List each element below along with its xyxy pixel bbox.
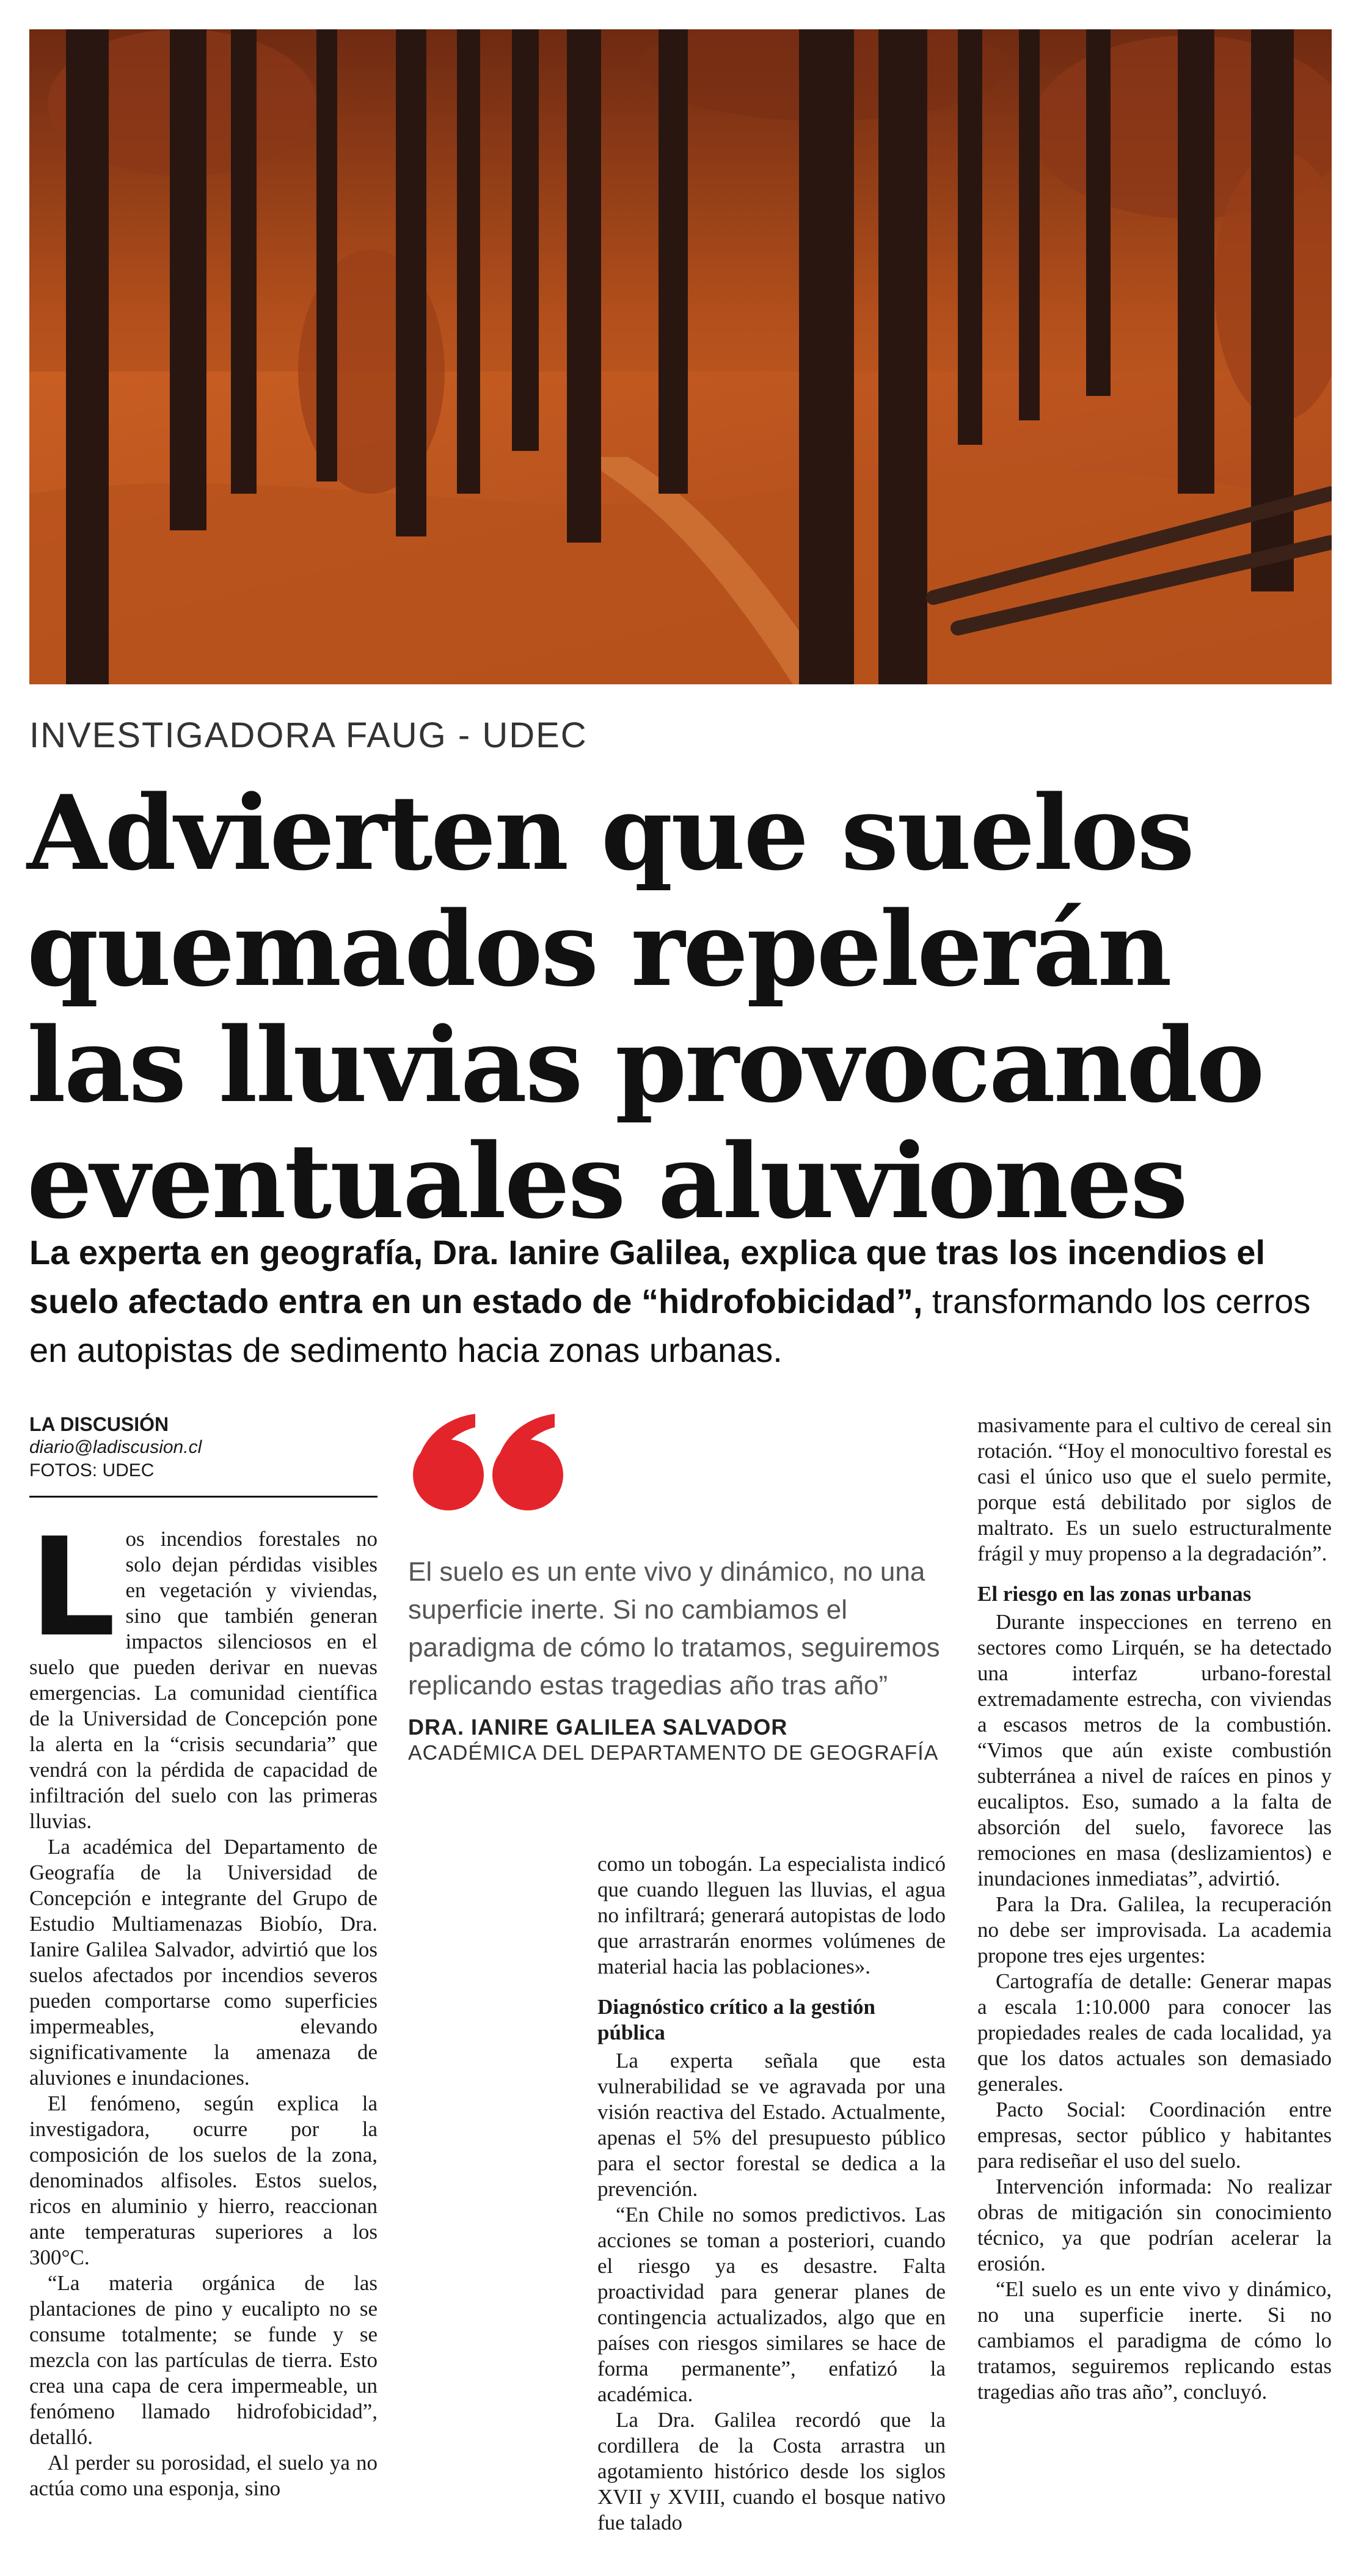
body-column-2: [597, 1851, 946, 2536]
byline-outlet: LA DISCUSIÓN: [29, 1413, 169, 1435]
body-paragraph-7: La experta señala que esta vulnerabilidad se ve agravada por una visión reactiva del Estado. Actualmente, apenas el 5% del presupuesto público para el sector forestal se dedica a la prevención.: [597, 2049, 946, 2201]
subhead-riesgo-urbano: El riesgo en las zonas urbanas: [977, 1582, 1252, 1606]
body-paragraph-16: “El suelo es un ente vivo y dinámico, no una superficie inerte. Si no cambiamos el paradigma de cómo lo tratamos, seguiremos replicando estas tragedias año tras año”, concluyó.: [977, 2277, 1332, 2404]
body-paragraph-8: “En Chile no somos predictivos. Las acciones se toman a posteriori, cuando el riesgo ya es desastre. Falta proactividad para generar planes de contingencia actualizados, algo que en países con riesgos similares se hace de forma permanente”, enfatizó la académica.: [597, 2203, 946, 2406]
body-paragraph-12: Para la Dra. Galilea, la recuperación no debe ser improvisada. La academia propone tres ejes urgentes:: [977, 1892, 1332, 1967]
headline-line-4: eventuales aluviones: [27, 1121, 1186, 1242]
body-paragraph-9: La Dra. Galilea recordó que la cordillera de la Costa arrastra un agotamiento histórico desde los siglos XVII y XVIII, cuando el bosque nativo fue talado: [597, 2408, 946, 2534]
body-paragraph-1: [29, 1509, 378, 1834]
pull-quote-text: El suelo es un ente vivo y dinámico, no una superficie inerte. Si no cambiamos el paradigma de cómo lo tratamos, seguiremos replicando estas tragedias año tras año”: [408, 1557, 940, 1700]
body-column-3: [977, 1413, 1332, 2405]
section-kicker: INVESTIGADORA FAUG - UDEC: [29, 715, 588, 755]
quote-mark-right: [492, 1414, 563, 1510]
byline-photos: FOTOS: UDEC: [29, 1460, 155, 1480]
pull-quote-name: DRA. IANIRE GALILEA SALVADOR: [408, 1714, 788, 1740]
headline-line-3: las lluvias provocando: [27, 1004, 1263, 1125]
body-paragraph-11: Durante inspecciones en terreno en sectores como Lirquén, se ha detectado una interfaz urbano-forestal extremadamente estrecha, con viviendas a escasos metros de la combustión. “Vimos que aún existe combustión subterránea a nivel de raíces en pinos y eucaliptos. Eso, sumado a la falta de absorción del suelo, favorece las remociones en masa (deslizamientos) e inundaciones inmediatas”, advirtió.: [977, 1610, 1332, 1890]
body-paragraph-14: Pacto Social: Coordinación entre empresas, sector público y habitantes para rediseñar el uso del suelo.: [977, 2098, 1332, 2173]
byline-email[interactable]: diario@ladiscusion.cl: [29, 1437, 202, 1457]
body-paragraph-2: La académica del Departamento de Geografía de la Universidad de Concepción e integrante del Grupo de Estudio Multiamenazas Biobío, Dra. Ianire Galilea Salvador, advirtió que los suelos afectados por incendios severos pueden comportarse como superficies impermeables, elevando significativamente la amenaza de aluviones e inundaciones.: [29, 1835, 378, 2090]
body-paragraph-15: Intervención informada: No realizar obras de mitigación sin conocimiento técnico, ya que podrían acelerar la erosión.: [977, 2175, 1332, 2275]
body-column-1: [29, 1509, 378, 2501]
quote-mark-left: [413, 1414, 484, 1510]
body-paragraph-1-text: os incendios forestales no solo dejan pérdidas visibles en vegetación y viviendas, sino que también generan impactos silenciosos en el suelo que pueden derivar en nuevas emergencias. La comunidad científica de la Universidad de Concepción pone la alerta en la “crisis secundaria” que vendrá con la pérdida de capacidad de infiltración del suelo con las primeras lluvias.: [29, 1527, 378, 1833]
pull-quote-role: ACADÉMICA DEL DEPARTAMENTO DE GEOGRAFÍA: [408, 1741, 939, 1765]
body-paragraph-3: El fenómeno, según explica la investigadora, ocurre por la composición de los suelos de la zona, denominados alfisoles. Estos suelos, ricos en aluminio y hierro, reaccionan ante temperaturas superiores a los 300°C.: [29, 2091, 378, 2269]
quote-marks-icon: [408, 1409, 567, 1513]
subheadline-regular: transformando los cerros en autopistas de sedimento hacia zonas urbanas.: [29, 1282, 1311, 1369]
subheadline: [29, 1228, 1324, 1375]
headline: [27, 772, 1340, 1242]
forest-illustration: [29, 29, 1332, 684]
body-paragraph-6: como un tobogán. La especialista indicó que cuando lleguen las lluvias, el agua no infiltrará; generará autopistas de lodo que arrastrarán enormes volúmenes de material hacia las poblaciones».: [597, 1852, 946, 1978]
body-paragraph-13: Cartografía de detalle: Generar mapas a escala 1:10.000 para conocer las propiedades reales de cada localidad, ya que los datos actuales son demasiado generales.: [977, 1969, 1332, 2096]
byline: [29, 1413, 378, 1498]
body-paragraph-4: “La materia orgánica de las plantaciones de pino y eucalipto no se consume totalmente; se funde y se mezcla con las partículas de tierra. Esto crea una capa de cera impermeable, un fenómeno llamado hidrofobicidad”, detalló.: [29, 2271, 378, 2449]
headline-line-1: Advierten que suelos: [27, 772, 1193, 893]
pull-quote: [408, 1409, 958, 1766]
subhead-diagnostico: Diagnóstico crítico a la gestión pública: [597, 1995, 875, 2044]
headline-line-2: quemados repelerán: [27, 888, 1170, 1009]
body-paragraph-5: Al perder su porosidad, el suelo ya no actúa como una esponja, sino: [29, 2451, 378, 2500]
burned-forest-photo: [29, 29, 1332, 684]
body-paragraph-10: masivamente para el cultivo de cereal sin rotación. “Hoy el monocultivo forestal es casi el único uso que el suelo permite, porque está debilitado por siglos de maltrato. Es un suelo estructuralmente frágil y muy propenso a la degradación”.: [977, 1413, 1332, 1565]
subheadline-bold: La experta en geografía, Dra. Ianire Galilea, explica que tras los incendios el suelo afectado entra en un estado de “hidrofobicidad”,: [29, 1233, 1265, 1320]
drop-cap: L: [29, 1509, 116, 1667]
